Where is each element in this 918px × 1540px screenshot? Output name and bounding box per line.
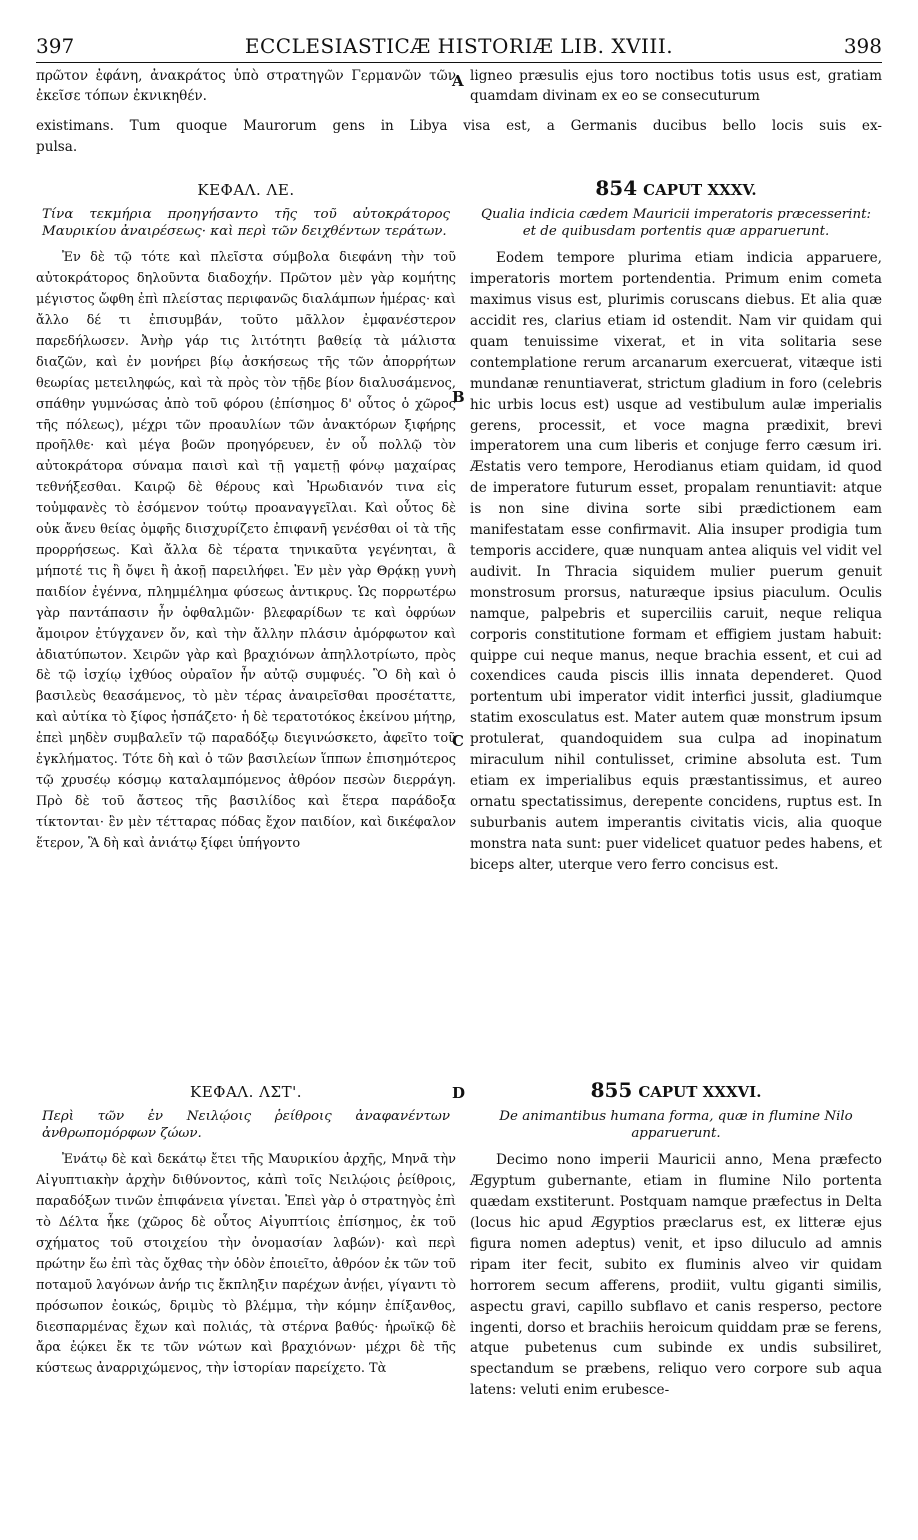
greek-chapter-text-36: Ἐνάτῳ δὲ καὶ δεκάτῳ ἔτει τῆς Μαυρικίου ἀρχῆς, Μηνᾶ τὴν Αἰγυπτιακὴν ἀρχὴν διθύνοντος, κἀπὶ τοῖς Νειλῴοις ῥείθροις, παραδόξων τινῶν ἐπιφάνεια γίνεται. Ἐπεὶ γὰρ ὁ στρατηγὸς ἐπὶ τὸ Δέλτα ἧκε (χῶρος δὲ οὗτος Αἰγυπτίοις ἐπίσημος, ἐκ τοῦ σχήματος τοῦ στοιχείου τὴν ὀνομασίαν λαβών)· καὶ περὶ πρώτην ἕω ἐπὶ τὰς ὄχθας τὴν ὁδὸν ἐποιεῖτο, ἀθρόον ἐκ τῶν τοῦ ποταμοῦ λαγόνων ἀνήρ τις ἔκπληξιν παρέχων ἀνῄει, γίγαντι τὸ πρόσωπον ἐοικώς, δριμὺς τὸ βλέμμα, τὴν κόμην ἐπίξανθος, διεσπαρμένας ἔχων καὶ πολιάς, τὰ στέρνα βαθύς· ἡρωϊκῷ δὲ ἄρα ἐῴκει ἔκ τε τῶν νώτων καὶ βραχιόνων· μέχρι δὲ τῆς κύστεως ἀναρριχώμενος, τὴν ἱστορίαν παρείχετο. Τὰ — [36, 1152, 456, 1377]
column-number: 854 — [595, 176, 638, 200]
page-number-left: 397 — [36, 34, 75, 58]
greek-continuation-text: πρῶτον ἐφάνη, ἀνακράτος ὑπὸ στρατηγῶν Γερμανῶν τῶν ἐκεῖσε τόπων ἐκνικηθέν. — [36, 68, 456, 105]
latin-chapter-text: Eodem tempore plurima etiam indicia apparuere, imperatoris mortem portendentia. Primum enim cometa maximus visus est, plurimis coruscans diebus. Et alia quæ accidit res, clarius etiam id ostendit. Nam vir quidam qui quam tenuissime vixerat, et in vita solitaria sese contemplatione rerum arcanarum exercuerat, vitæque isti mundanæ renuntiaverat, strictum gladium in foro (celebris hic urbis locus est) usque ad vestibulum aulæ imperialis gerens, processit, et voce magna prædixit, brevi imperatorem una cum liberis et conjuge ferro cæsum iri. Æstatis vero tempore, Herodianus etiam quidam, id quod de imperatore futurum esset, propalam renuntiavit: atque is non sine divina sorte sibi prædictionem eam manifestatam esse confirmavit. Alia insuper prodigia tum temporis accidere, quæ nunquam antea aliquis vel vidit vel audivit. In Thracia siquidem mulier puerum genuit monstrosum prorsus, naturæque ipsius piaculum. Oculis namque, palpebris et superciliis caruit, neque reliqua corporis constitutione formam et effigiem justam habuit: quippe cui neque manus, neque brachia essent, et cui ad coxendices cauda piscis illis innata dependeret. Quod portentum ubi imperator vidit interfici jussit, gladiumque statim exosculatus est. Mater autem quæ monstrum ipsum protulerat, quandoquidem sua culpa ad inopinatum miraculum nihil contulisset, crimine absoluta est. Tum etiam ex imperialibus equis præstantissimus, et aureo ornatu spectatissimus, derepente concidens, ruptus est. In suburbanis autem imperantis civitatis vicis, alia quoque monstra nata sunt: puer videlicet quatuor pedes habens, et biceps alter, uterque vero ferro concisus est. — [470, 250, 882, 873]
latin-chapter-35 — [470, 170, 882, 875]
running-header — [36, 28, 882, 62]
greek-chapter-caption: Τίνα τεκμήρια προηγήσαντο τῆς τοῦ αὐτοκράτορος Μαυρικίου ἀναιρέσεως· καὶ περὶ τῶν δειχθέντων τεράτων. — [42, 207, 450, 240]
latin-chapter-36 — [470, 1072, 882, 1401]
margin-marker-a: A — [452, 72, 464, 90]
greek-continuation — [36, 66, 456, 107]
greek-chapter-heading-36: ΚΕΦΑΛ. ΛΣΤ'. — [190, 1083, 302, 1101]
caput-label-36: CAPUT XXXVI. — [638, 1083, 762, 1101]
margin-marker-b: B — [452, 388, 465, 406]
spanning-line-end: pulsa. — [36, 139, 78, 155]
margin-marker-c: C — [452, 732, 464, 750]
spanning-line: existimans. Tum quoque Maurorum gens in Libya visa est, a Germanis ducibus bello locis suis ex- — [36, 118, 882, 134]
margin-marker-d: D — [452, 1084, 466, 1102]
greek-chapter-36 — [36, 1072, 456, 1380]
page-number-right: 398 — [843, 34, 882, 58]
latin-chapter-caption-36: De animantibus humana forma, quæ in flumine Nilo apparuerunt. — [499, 1109, 853, 1142]
header-rule — [36, 62, 882, 63]
greek-chapter-caption-36: Περὶ τῶν ἐν Νειλῴοις ῥείθροις ἀναφανέντων ἀνθρωπομόρφων ζώων. — [42, 1109, 450, 1142]
latin-chapter-heading-36 — [470, 1080, 882, 1102]
latin-continuation-text: ligneo præsulis ejus toro noctibus totis usus est, gratiam quamdam divinam ex eo se consecuturum — [470, 68, 882, 105]
column-number-36: 855 — [590, 1078, 633, 1102]
latin-chapter-heading — [470, 178, 882, 200]
latin-chapter-text-36: Decimo nono imperii Mauricii anno, Mena præfecto Ægyptum gubernante, etiam in flumine Nilo portenta quædam exstiterunt. Postquam namque præfectus in Delta (locus hic apud Ægyptios præclarus est, ex litteræ ejus figura nomen adeptus) venit, et ipso diluculo ad amnis ripam iter fecit, subito ex fluminis alveo vir quidam horrorem secum afferens, prodiit, vultu giganti similis, aspectu gravi, capillo subflavo et canis resperso, pectore ingenti, dorso et brachiis heroicum quiddam præ se ferens, atque pubetenus cum subinde ex undis subsiliret, spectandum se præbens, reliquo vero corpore sub aqua latens: veluti enim erubesce- — [470, 1152, 882, 1399]
greek-chapter-35 — [36, 170, 456, 855]
running-title: ECCLESIASTICÆ HISTORIÆ LIB. XVIII. — [244, 34, 674, 58]
greek-chapter-text: Ἐν δὲ τῷ τότε καὶ πλεῖστα σύμβολα διεφάνη τὴν τοῦ αὐτοκράτορος δηλοῦντα διαδοχήν. Πρῶτον μὲν γὰρ κομήτης μέγιστος ὤφθη ἐπὶ πλείστας περιφανῶς διαλάμπων ἡμέρας· καὶ ἄλλο δέ τι ἐπισυμβάν, τοῦτο μᾶλλον ἐμφανέστερον παρεδήλωσεν. Ἀνὴρ γάρ τις λιτότητι βαθείᾳ τὰ μάλιστα διαζῶν, καὶ ἐν μονήρει βίῳ ἀσκήσεως τῆς τῶν ἀπορρήτων θεωρίας μετειληφώς, καὶ τὰ πρὸς τὸν τῇδε βίον διαλυσάμενος, σπάθην γυμνώσας ἀπὸ τοῦ φόρου (ἐπίσημος δ' οὗτος ὁ χῶρος τῆς πόλεως), μέχρι τῶν προαυλίων τῶν ἀνακτόρων ξιφήρης προῆλθε· καὶ μέγα βοῶν προηγόρευεν, ἐν οὗ πολλῷ τὸν αὐτοκράτορα σύναμα παισὶ καὶ τῇ γαμετῇ φόνῳ μαχαίρας τεθνήξεσθαι. Καιρῷ δὲ θέρους καὶ Ἡρωδιανόν τινα εἰς τοὐμφανὲς τὸ ἐσόμενον τούτῳ προαναγγεῖλαι. Καὶ οὗτος δὲ οὐκ ἄνευ θείας ὀμφῆς διισχυρίζετο ἐπιφανῆ γενέσθαι οἱ τὰ τῆς προρρήσεως. Καὶ ἄλλα δὲ τέρατα τηνικαῦτα γεγένηται, ἃ μήποτέ τις ἢ ὄψει ἢ ἀκοῇ παρειλήφει. Ἐν μὲν γὰρ Θρᾴκῃ γυνὴ παιδίον ἐγέννα, πλημμέλημα φύσεως ἀντικρυς. Ὡς πορρωτέρω γὰρ παντάπασιν ἦν ὀφθαλμῶν· βλεφαρίδων τε καὶ ὀφρύων ἄμοιρον ἐτύγχανεν ὄν, καὶ τὴν ἄλλην πλάσιν ἀμόρφωτον καὶ ἀδιατύπωτον. Χειρῶν γὰρ καὶ βραχιόνων ἀπηλλοτρίωτο, πρὸς δὲ τῷ ἰσχίῳ ἰχθύος οὐραῖον ἦν αὐτῷ συμφυές. Ὃ δὴ καὶ ὁ βασιλεὺς θεασάμενος, τὸ μὲν τέρας ἀναιρεῖσθαι προσέταττε, καὶ αὐτίκα τὸ ξίφος ἠσπάζετο· ἡ δὲ τερατοτόκος ἐκείνου μήτηρ, ἐπεὶ μηδὲν συμβαλεῖν τῷ παραδόξῳ διεγινώσκετο, ἀφεῖτο τοῦ ἐγκλήματος. Τότε δὴ καὶ ὁ τῶν βασιλείων ἵππων ἐπισημότερος τῷ χρυσέῳ κόσμῳ καταλαμπόμενος ἀθρόον πεσὼν διερράγη. Πρὸ δὲ τοῦ ἄστεος τῆς βασιλίδος καὶ ἕτερα παράδοξα τίκτονται· ἓν μὲν τέτταρας πόδας ἔχον παιδίον, καὶ δικέφαλον ἕτερον, Ἃ δὴ καὶ ἀνιάτῳ ξίφει ὑπήγοντο — [36, 250, 456, 851]
greek-chapter-heading: ΚΕΦΑΛ. ΛΕ. — [197, 181, 295, 199]
latin-chapter-caption: Qualia indicia cædem Mauricii imperatoris præcesserint: et de quibusdam portentis quæ apparuerunt. — [480, 207, 871, 240]
latin-continuation — [470, 66, 882, 107]
caput-label: CAPUT XXXV. — [643, 181, 757, 199]
